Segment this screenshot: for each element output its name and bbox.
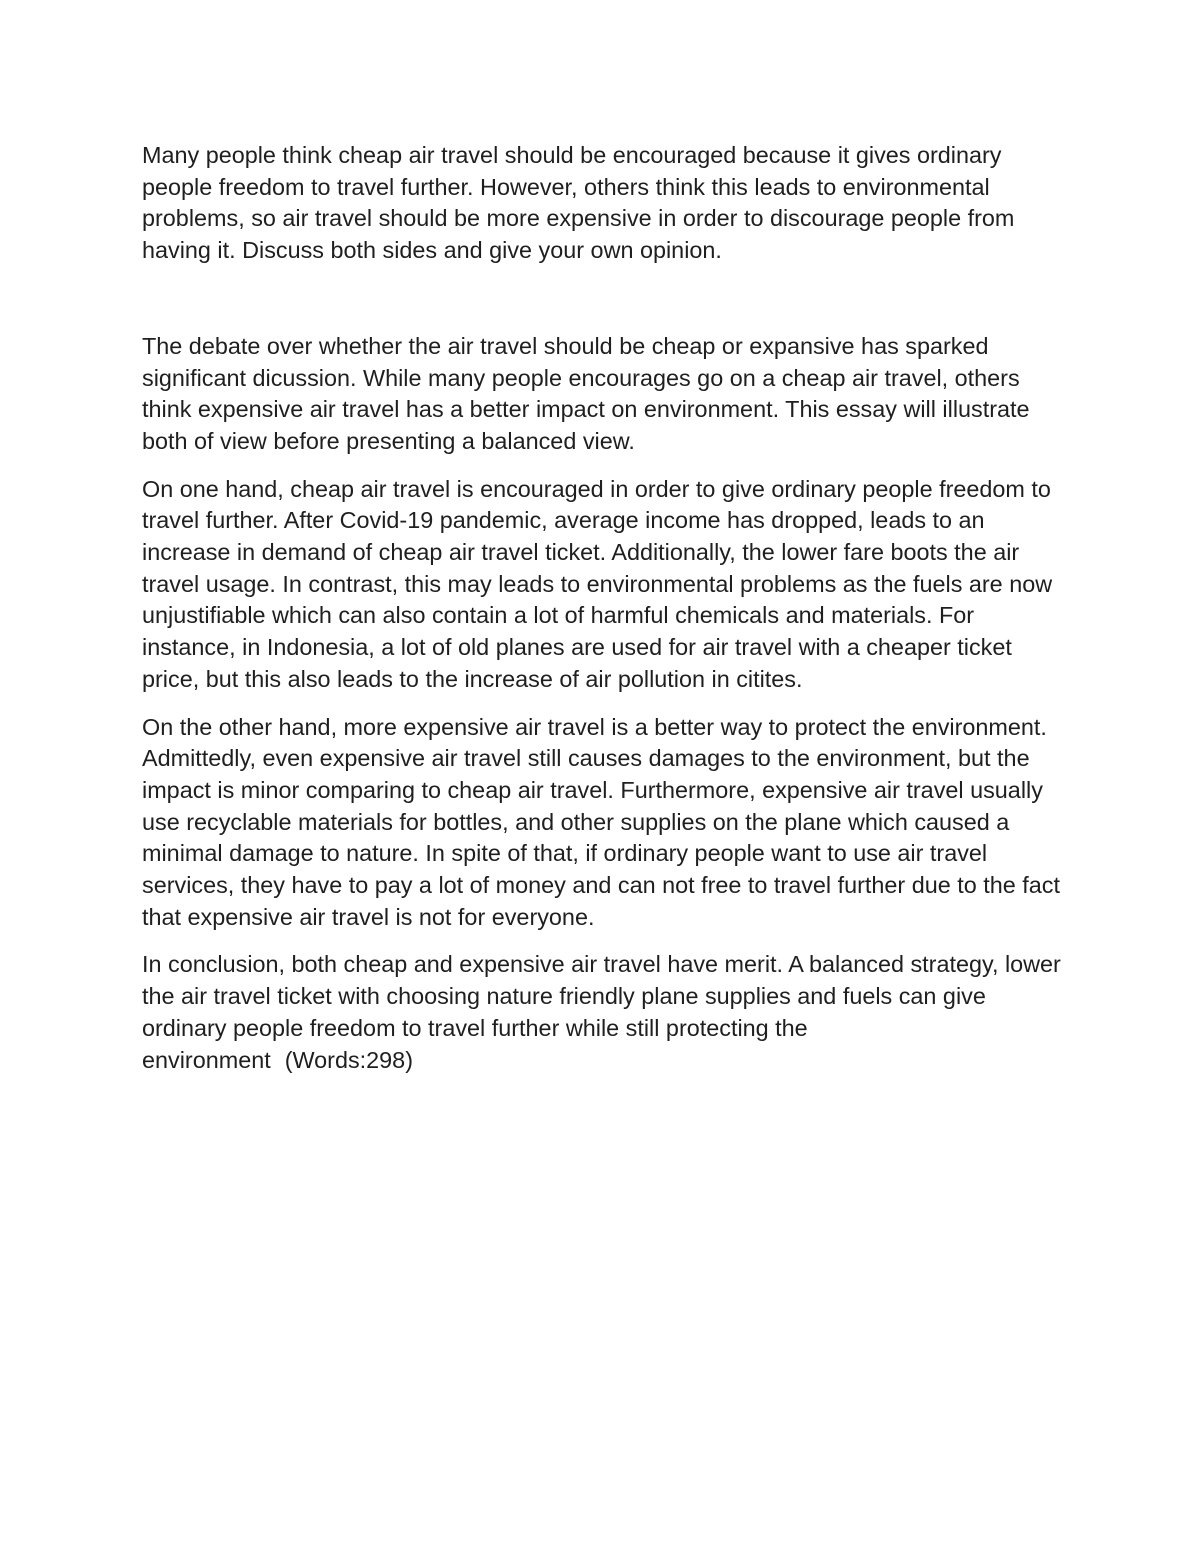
word-count: (Words:298) [284, 1046, 413, 1073]
essay-prompt: Many people think cheap air travel should be encouraged because it gives ordinary people freedom to travel further. However, others think this leads to environmental problems, so air travel should be more expensive in order to discourage people from having it. Discuss both sides and give your own opinion. [142, 142, 1015, 264]
essay-paragraph-expensive-travel: On the other hand, more expensive air travel is a better way to protect the environment. Admittedly, even expensive air travel still causes damages to the environment, but the impact is minor comparing to cheap air travel. Furthermore, expensive air travel usually use recyclable materials for bottles, and other supplies on the plane which caused a minimal damage to nature. In spite of that, if ordinary people want to use air travel services, they have to pay a lot of money and can not free to travel further due to the fact that expensive air travel is not for everyone. [142, 713, 1060, 930]
essay-paragraph-cheap-travel: On one hand, cheap air travel is encouraged in order to give ordinary people freedom to travel further. After Covid-19 pandemic, average income has dropped, leads to an increase in demand of cheap air travel ticket. Additionally, the lower fare boots the air travel usage. In contrast, this may leads to environmental problems as the fuels are now unjustifiable which can also contain a lot of harmful chemicals and materials. For instance, in Indonesia, a lot of old planes are used for air travel with a cheaper ticket price, but this also leads to the increase of air pollution in citites. [142, 475, 1053, 692]
essay-paragraph-introduction: The debate over whether the air travel should be cheap or expansive has sparked significant dicussion. While many people encourages go on a cheap air travel, others think expensive air travel has a better impact on environment. This essay will illustrate both of view before presenting a balanced view. [142, 332, 1030, 454]
essay-body [142, 140, 1072, 1092]
conclusion-text: In conclusion, both cheap and expensive air travel have merit. A balanced strategy, lower the air travel ticket with choosing nature friendly plane supplies and fuels can give ordinary people freedom to travel further while still protecting the environment [142, 951, 1061, 1073]
essay-paragraph-conclusion [142, 949, 1072, 1076]
